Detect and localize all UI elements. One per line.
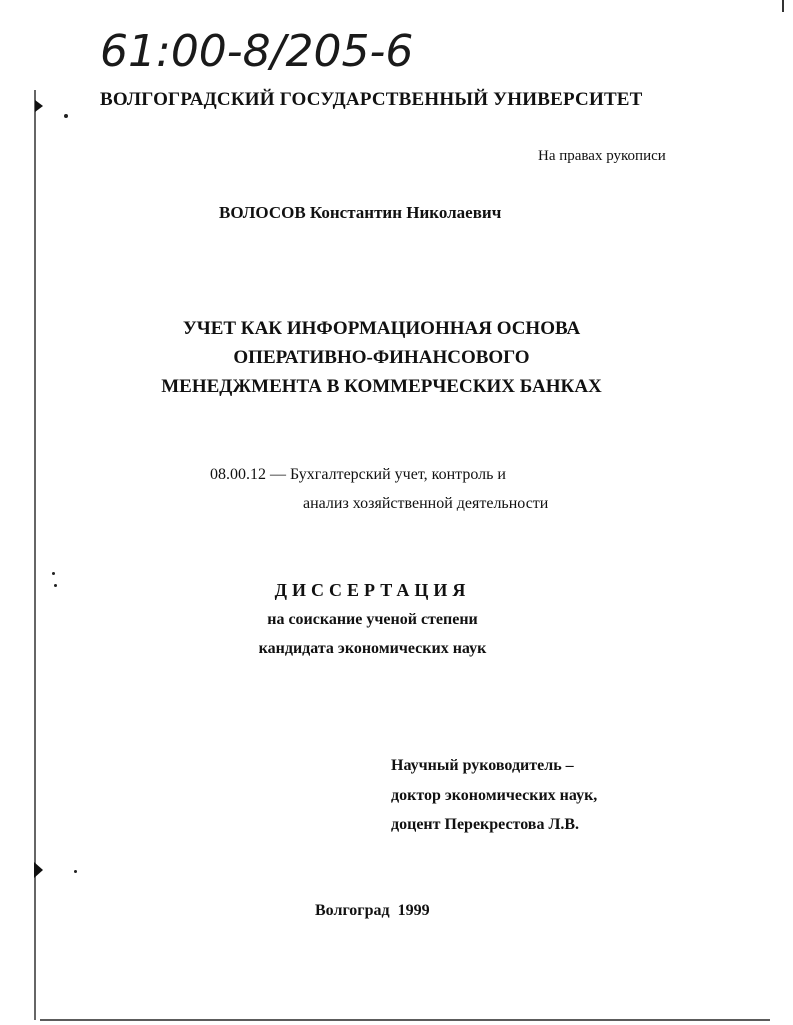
specialty-name-line: анализ хозяйственной деятельности: [303, 495, 549, 512]
dissertation-title-line: УЧЕТ КАК ИНФОРМАЦИОННАЯ ОСНОВА: [182, 318, 581, 339]
scan-marker-arrow: [35, 100, 43, 112]
scan-edge-line: [34, 90, 36, 1020]
scan-dot: [74, 870, 77, 873]
university-name: ВОЛГОГРАДСКИЙ ГОСУДАРСТВЕННЫЙ УНИВЕРСИТЕТ: [100, 89, 643, 110]
dissertation-title-line: ОПЕРАТИВНО-ФИНАНСОВОГО: [233, 347, 530, 368]
scan-dot: [52, 572, 55, 575]
supervisor-line: доктор экономических наук,: [391, 787, 598, 804]
author-name: ВОЛОСОВ Константин Николаевич: [219, 203, 502, 222]
handwritten-archive-number-text: 61:00-8/205-6: [100, 26, 414, 77]
scan-edge-mark: [782, 0, 784, 12]
dissertation-title-line: МЕНЕДЖМЕНТА В КОММЕРЧЕСКИХ БАНКАХ: [161, 376, 602, 397]
manuscript-rights-note: На правах рукописи: [538, 148, 666, 164]
scan-dot: [64, 114, 68, 118]
city-year: Волгоград 1999: [315, 902, 430, 919]
supervisor-line: Научный руководитель –: [391, 757, 574, 774]
supervisor-line: доцент Перекрестова Л.В.: [391, 816, 580, 833]
handwritten-archive-number: [96, 18, 476, 82]
scan-bottom-line: [40, 1019, 770, 1021]
dissertation-label: ДИССЕРТАЦИЯ: [274, 580, 471, 600]
specialty-code-line: 08.00.12 — Бухгалтерский учет, контроль и: [210, 466, 506, 483]
scan-marker-arrow: [34, 862, 43, 878]
degree-line: на соискание ученой степени: [267, 611, 478, 628]
degree-line: кандидата экономических наук: [258, 640, 487, 657]
